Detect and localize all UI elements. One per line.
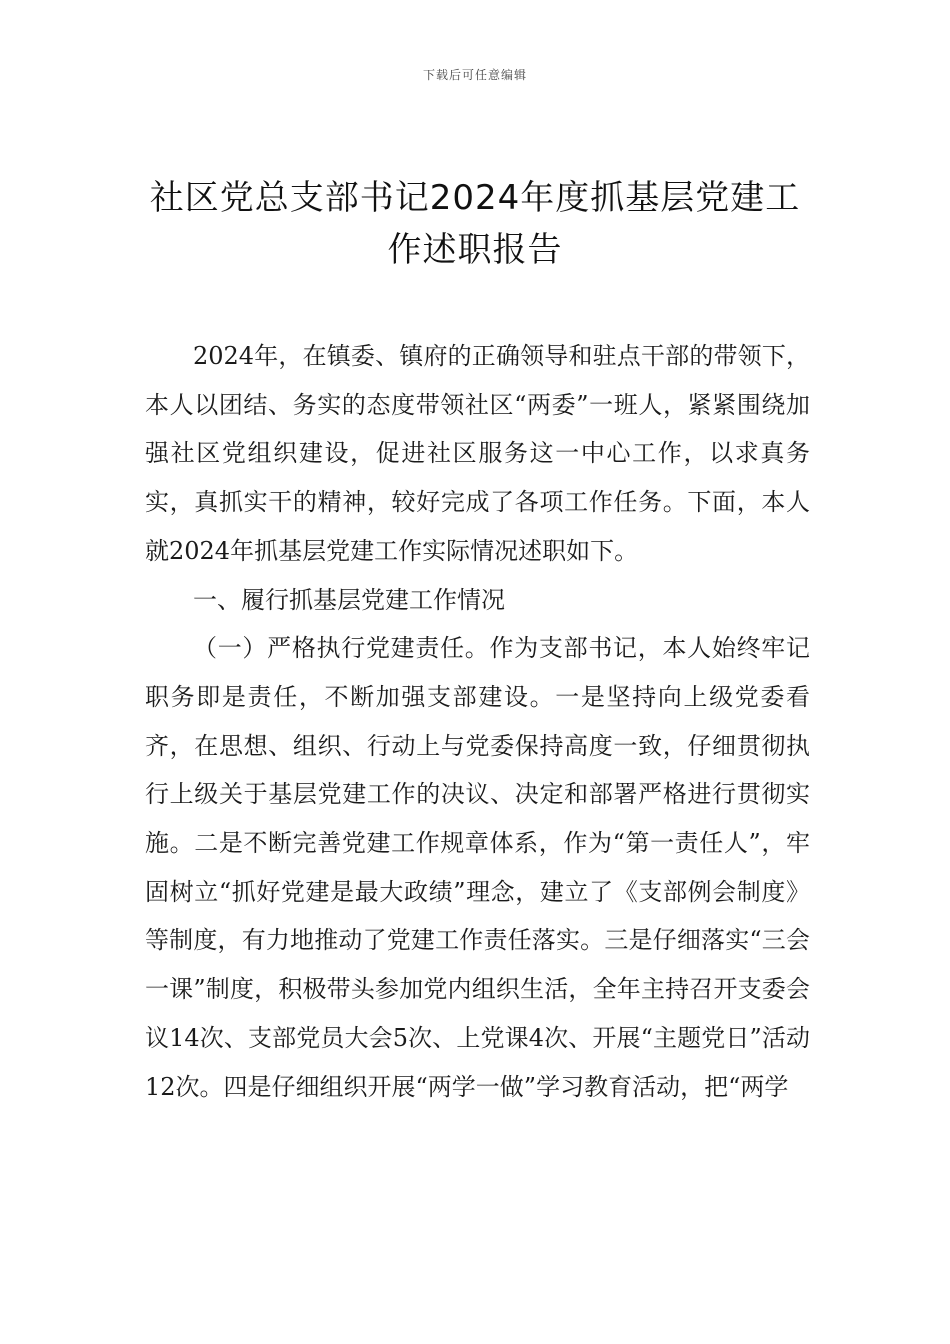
intro-paragraph: 2024年，在镇委、镇府的正确领导和驻点干部的带领下，本人以团结、务实的态度带领社区“两委”一班人，紧紧围绕加强社区党组织建设，促进社区服务这一中心工作，以求真务实，真抓实干的精神，较好完成了各项工作任务。下面，本人就2024年抓基层党建工作实际情况述职如下。 xyxy=(145,342,810,565)
document-title xyxy=(120,172,830,276)
title-line-2: 作述职报告 xyxy=(387,230,563,270)
body-paragraph: （一）严格执行党建责任。作为支部书记，本人始终牢记职务即是责任，不断加强支部建设。一是坚持向上级党委看齐，在思想、组织、行动上与党委保持高度一致，仔细贯彻执行上级关于基层党建工作的决议、决定和部署严格进行贯彻实施。二是不断完善党建工作规章体系，作为“第一责任人”，牢固树立“抓好党建是最大政绩”理念，建立了《支部例会制度》等制度，有力地推动了党建工作责任落实。三是仔细落实“三会一课”制度，积极带头参加党内组织生活，全年主持召开支委会议14次、支部党员大会5次、上党课4次、开展“主题党日”活动12次。四是仔细组织开展“两学一做”学习教育活动，把“两学 xyxy=(145,634,810,1101)
document-body xyxy=(145,332,810,1111)
section-heading: 一、履行抓基层党建工作情况 xyxy=(193,585,505,614)
header-note: 下载后可任意编辑 xyxy=(422,68,527,82)
title-line-1: 社区党总支部书记2024年度抓基层党建工 xyxy=(149,178,801,218)
